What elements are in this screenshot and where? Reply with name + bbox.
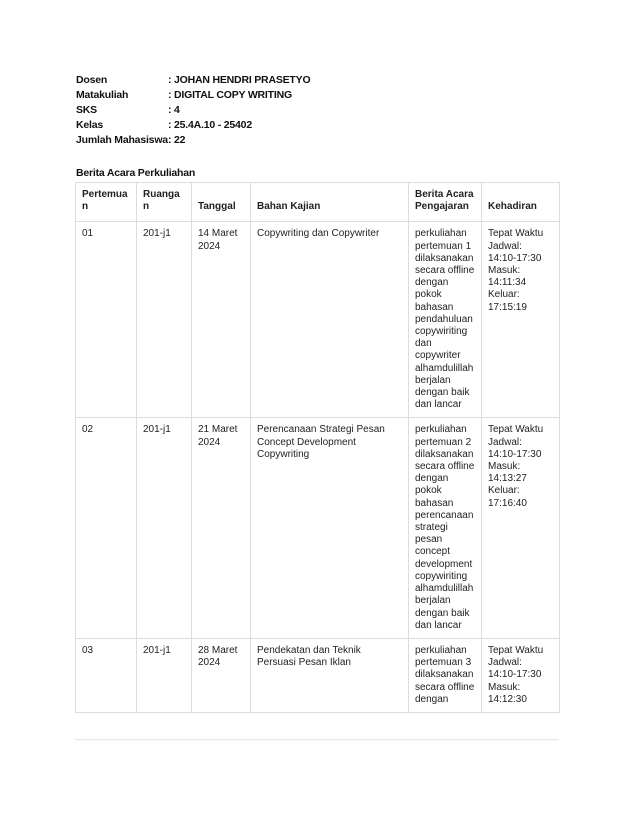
kehadiran-jadwal-value: 14:10-17:30 xyxy=(488,669,542,681)
cell-berita-acara: perkuliahan pertemuan 2 dilaksanakan secara offline dengan pokok bahasan perencanaan strategi pesan concept development copywiriting alhamdulillah berjalan dengan baik dan lancar xyxy=(409,418,482,638)
section-title: Berita Acara Perkuliahan xyxy=(76,167,196,179)
info-row-sks xyxy=(76,103,310,118)
info-label: SKS xyxy=(76,104,97,116)
kehadiran-status: Tepat Waktu xyxy=(488,228,544,240)
info-value: : 4 xyxy=(168,104,180,116)
info-value: : DIGITAL COPY WRITING xyxy=(168,89,292,101)
kehadiran-keluar-value: 17:16:40 xyxy=(488,497,527,509)
column-header-berita-acara: Berita Acara Pengajaran xyxy=(409,183,482,222)
info-row-kelas xyxy=(76,118,310,133)
cell-pertemuan: 03 xyxy=(76,638,137,712)
kehadiran-status: Tepat Waktu xyxy=(488,644,544,656)
cell-pertemuan: 01 xyxy=(76,222,137,418)
info-label: Jumlah Mahasiswa xyxy=(76,134,168,146)
cell-tanggal: 28 Maret 2024 xyxy=(192,638,251,712)
column-header-bahan-kajian: Bahan Kajian xyxy=(251,183,409,222)
info-label: Matakuliah xyxy=(76,89,129,101)
table-header-row xyxy=(76,183,560,222)
kehadiran-keluar-label: Keluar: xyxy=(488,289,520,301)
info-label: Dosen xyxy=(76,74,108,86)
kehadiran-jadwal-value: 14:10-17:30 xyxy=(488,252,542,264)
cell-berita-acara: perkuliahan pertemuan 3 dilaksanakan secara offline dengan xyxy=(409,638,482,712)
cell-tanggal: 14 Maret 2024 xyxy=(192,222,251,418)
column-header-pertemuan: Pertemuan xyxy=(76,183,137,222)
cell-berita-acara: perkuliahan pertemuan 1 dilaksanakan secara offline dengan pokok bahasan pendahuluan copywiriting dan copywriter alhamdulillah berjalan dengan baik dan lancar xyxy=(409,222,482,418)
kehadiran-masuk-value: 14:11:34 xyxy=(488,277,527,289)
cell-kehadiran xyxy=(482,418,560,638)
kehadiran-masuk-label: Masuk: xyxy=(488,681,521,693)
table-row xyxy=(76,638,560,712)
kehadiran-jadwal-label: Jadwal: xyxy=(488,240,522,252)
course-info xyxy=(76,73,310,148)
kehadiran-keluar-label: Keluar: xyxy=(488,485,520,497)
cell-kehadiran xyxy=(482,222,560,418)
info-row-matakuliah xyxy=(76,88,310,103)
cell-kehadiran xyxy=(482,638,560,712)
info-value: : 22 xyxy=(168,134,186,146)
attendance-table xyxy=(75,182,560,713)
cell-pertemuan: 02 xyxy=(76,418,137,638)
cell-tanggal: 21 Maret 2024 xyxy=(192,418,251,638)
info-value: : 25.4A.10 - 25402 xyxy=(168,119,252,131)
kehadiran-masuk-label: Masuk: xyxy=(488,265,521,277)
table-row xyxy=(76,418,560,638)
cell-bahan-kajian: Perencanaan Strategi Pesan Concept Development Copywriting xyxy=(251,418,409,638)
kehadiran-keluar-value: 17:15:19 xyxy=(488,301,527,313)
kehadiran-masuk-value: 14:13:27 xyxy=(488,473,527,485)
cell-bahan-kajian: Pendekatan dan Teknik Persuasi Pesan Iklan xyxy=(251,638,409,712)
kehadiran-jadwal-label: Jadwal: xyxy=(488,436,522,448)
kehadiran-status: Tepat Waktu xyxy=(488,424,544,436)
cell-bahan-kajian: Copywriting dan Copywriter xyxy=(251,222,409,418)
kehadiran-masuk-label: Masuk: xyxy=(488,461,521,473)
kehadiran-masuk-value: 14:12:30 xyxy=(488,693,527,705)
info-value: : JOHAN HENDRI PRASETYO xyxy=(168,74,311,86)
column-header-kehadiran: Kehadiran xyxy=(482,183,560,222)
table-row xyxy=(76,222,560,418)
cell-ruangan: 201-j1 xyxy=(137,418,192,638)
cell-ruangan: 201-j1 xyxy=(137,222,192,418)
kehadiran-jadwal-label: Jadwal: xyxy=(488,657,522,669)
column-header-tanggal: Tanggal xyxy=(192,183,251,222)
cell-ruangan: 201-j1 xyxy=(137,638,192,712)
kehadiran-jadwal-value: 14:10-17:30 xyxy=(488,448,542,460)
table-bottom-shadow xyxy=(75,739,559,741)
info-label: Kelas xyxy=(76,119,104,131)
column-header-ruangan: Ruangan xyxy=(137,183,192,222)
info-row-jumlah-mahasiswa xyxy=(76,133,310,148)
info-row-dosen xyxy=(76,73,310,88)
